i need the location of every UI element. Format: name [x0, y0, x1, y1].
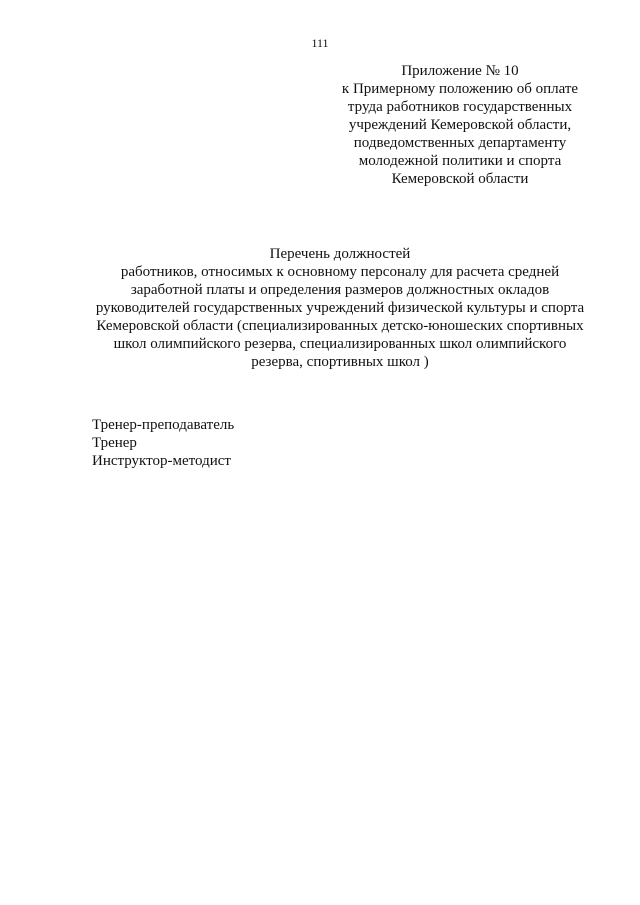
- appendix-line: труда работников государственных: [347, 99, 573, 115]
- appendix-line: подведомственных департаменту: [353, 135, 567, 151]
- appendix-line: к Примерному положению об оплате: [341, 81, 579, 97]
- list-item: Тренер-преподаватель: [92, 417, 235, 433]
- positions-list: [92, 416, 234, 470]
- title-line: руководителей государственных учреждений физической культуры и спорта: [95, 300, 585, 316]
- title-line: школ олимпийского резерва, специализированных школ олимпийского: [113, 336, 567, 352]
- appendix-line: учреждений Кемеровской области,: [348, 117, 572, 133]
- list-item: Инструктор-методист: [92, 453, 231, 469]
- title-line: Кемеровской области (специализированных детско-юношеских спортивных: [96, 318, 584, 334]
- appendix-line: Кемеровской области: [391, 171, 529, 187]
- list-item: Тренер: [92, 435, 137, 451]
- title-line: Перечень должностей: [269, 246, 411, 262]
- page-number: 111: [311, 36, 329, 50]
- appendix-line: молодежной политики и спорта: [358, 153, 562, 169]
- appendix-line: Приложение № 10: [401, 63, 519, 79]
- title-line: работников, относимых к основному персоналу для расчета средней: [120, 264, 560, 280]
- title-line: заработной платы и определения размеров должностных окладов: [130, 282, 550, 298]
- appendix-header: [320, 62, 600, 188]
- title-line: резерва, спортивных школ ): [251, 354, 429, 370]
- document-title: [80, 245, 600, 371]
